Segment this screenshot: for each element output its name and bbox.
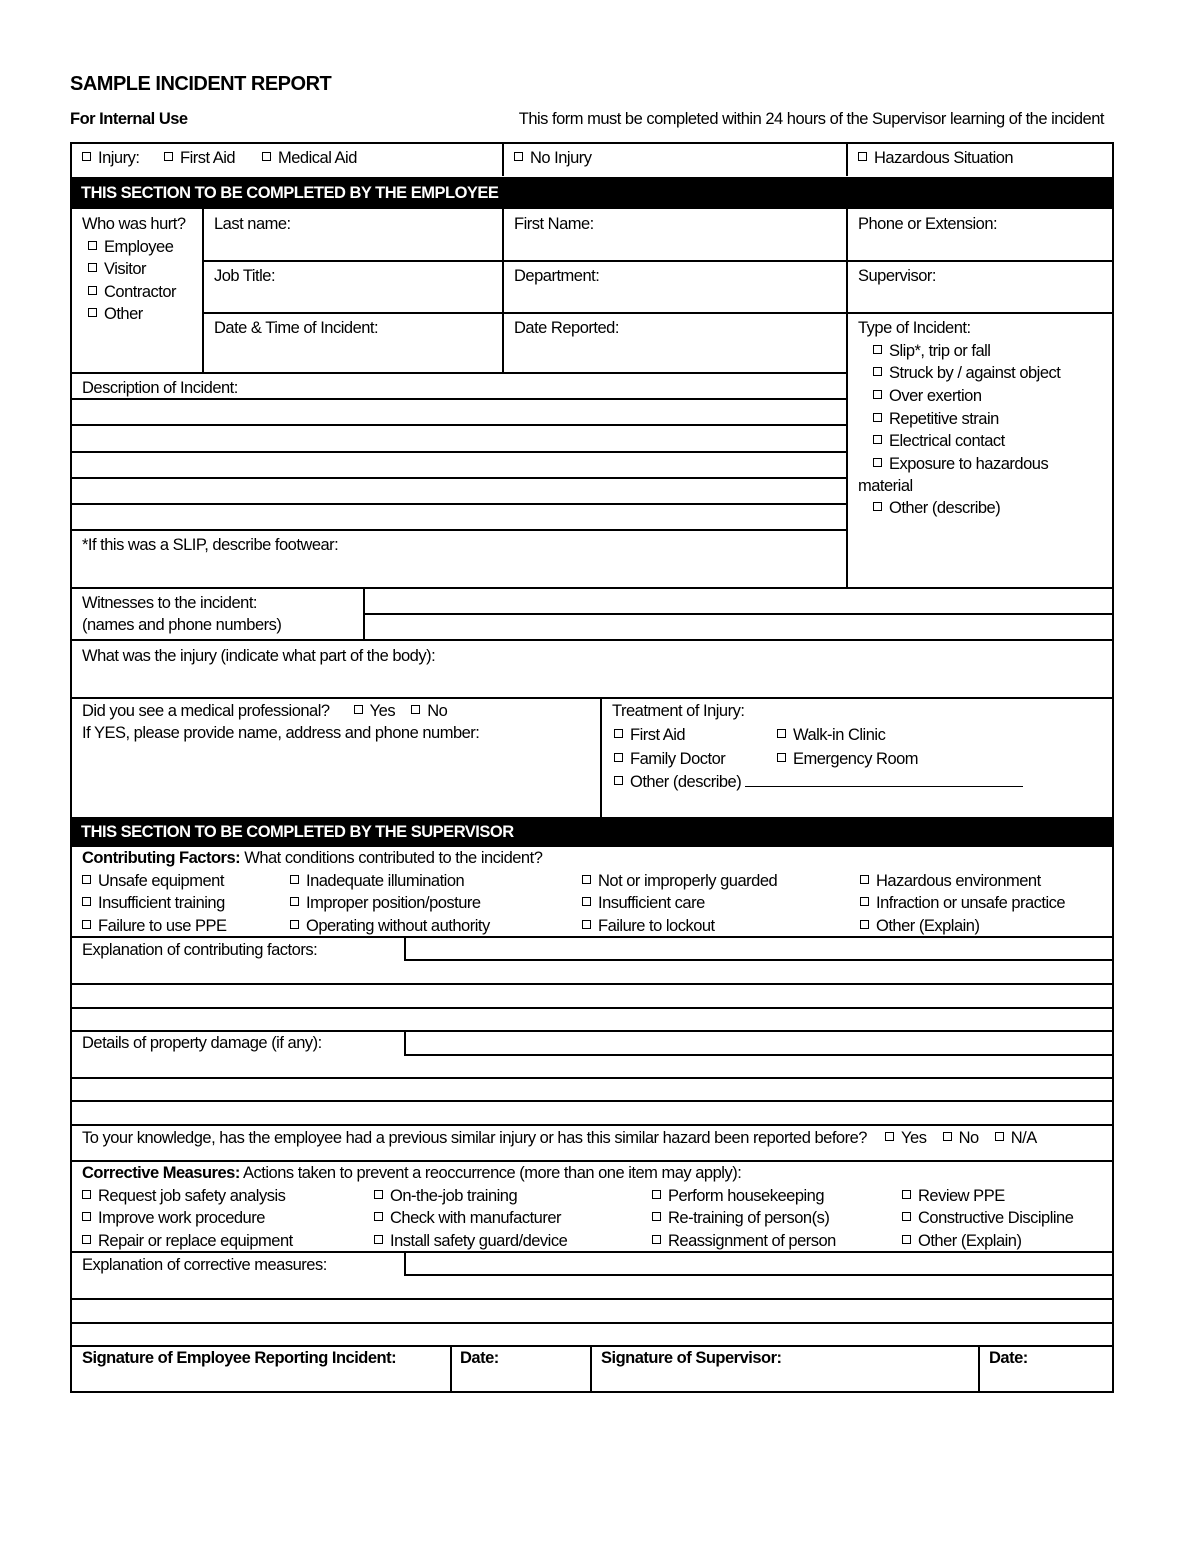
completion-note: This form must be completed within 24 hours of the Supervisor learning of the incident — [518, 110, 1104, 128]
treatment-family-doctor-checkbox[interactable] — [614, 753, 623, 762]
explanation-measures-field[interactable] — [406, 1253, 1112, 1343]
witnesses-label: Witnesses to the incident: — [82, 594, 258, 612]
date-time-field[interactable] — [204, 340, 500, 370]
supervisor-section-banner: THIS SECTION TO BE COMPLETED BY THE SUPERVISOR — [70, 817, 1114, 847]
injury-option: Injury: — [82, 148, 139, 168]
slip-footwear-field[interactable] — [72, 557, 844, 585]
rule — [502, 142, 504, 176]
contributing-factors-heading: Contributing Factors: What conditions contributed to the incident? — [82, 849, 543, 867]
factor-checkbox[interactable] — [82, 897, 91, 906]
employee-signature-label: Signature of Employee Reporting Incident: — [82, 1349, 397, 1367]
measure-checkbox[interactable] — [902, 1212, 911, 1221]
factor-checkbox[interactable] — [82, 920, 91, 929]
factor-option: Other (Explain) — [860, 916, 979, 936]
explanation-measures-label: Explanation of corrective measures: — [82, 1256, 327, 1274]
job-title-field[interactable] — [204, 288, 500, 310]
page-title: SAMPLE INCIDENT REPORT — [70, 73, 332, 95]
factor-checkbox[interactable] — [290, 920, 299, 929]
measure-checkbox[interactable] — [652, 1235, 661, 1244]
description-field[interactable] — [72, 400, 844, 528]
factor-option: Insufficient training — [82, 893, 225, 913]
factor-checkbox[interactable] — [582, 897, 591, 906]
treatment-first-aid-checkbox[interactable] — [614, 729, 623, 738]
measure-option: Other (Explain) — [902, 1231, 1021, 1251]
first-name-label: First Name: — [514, 215, 594, 233]
factor-option: Inadequate illumination — [290, 871, 464, 891]
first-name-field[interactable] — [504, 236, 844, 258]
treatment-other-checkbox[interactable] — [614, 776, 623, 785]
factor-option: Failure to use PPE — [82, 916, 227, 936]
rule — [70, 1124, 1114, 1126]
repetitive-checkbox[interactable] — [873, 413, 882, 422]
corrective-measures-heading: Corrective Measures: Actions taken to prevent a reoccurrence (more than one item may apply): — [82, 1164, 742, 1182]
previous-yes-checkbox[interactable] — [885, 1132, 894, 1141]
struck-checkbox[interactable] — [873, 367, 882, 376]
measure-option: Check with manufacturer — [374, 1208, 561, 1228]
factor-checkbox[interactable] — [860, 920, 869, 929]
contractor-checkbox[interactable] — [88, 286, 97, 295]
type-of-incident-label: Type of Incident: — [858, 319, 971, 337]
measure-option: Review PPE — [902, 1186, 1005, 1206]
phone-label: Phone or Extension: — [858, 215, 998, 233]
factor-checkbox[interactable] — [290, 897, 299, 906]
slip-checkbox[interactable] — [873, 345, 882, 354]
medical-provider-field[interactable] — [72, 746, 598, 814]
electrical-checkbox[interactable] — [873, 435, 882, 444]
witnesses-field[interactable] — [365, 589, 1112, 637]
no-injury-checkbox[interactable] — [514, 152, 523, 161]
slip-footwear-label: *If this was a SLIP, describe footwear: — [82, 536, 339, 554]
measure-checkbox[interactable] — [82, 1190, 91, 1199]
factor-checkbox[interactable] — [582, 875, 591, 884]
rule — [70, 697, 1114, 699]
factor-checkbox[interactable] — [860, 875, 869, 884]
medical-professional-question: Did you see a medical professional? Yes No — [82, 702, 448, 720]
employee-date-field[interactable] — [452, 1368, 588, 1390]
job-title-label: Job Title: — [214, 267, 276, 285]
measure-option: Re-training of person(s) — [652, 1208, 829, 1228]
factor-checkbox[interactable] — [582, 920, 591, 929]
type-option-exposure: Exposure to hazardous — [873, 454, 1048, 474]
first-aid-checkbox[interactable] — [164, 152, 173, 161]
injury-part-label: What was the injury (indicate what part of the body): — [82, 647, 436, 665]
measure-checkbox[interactable] — [82, 1212, 91, 1221]
medical-aid-option: Medical Aid — [262, 148, 357, 168]
no-injury-option: No Injury — [514, 148, 592, 168]
treatment-label: Treatment of Injury: — [612, 702, 745, 720]
rule — [70, 529, 848, 531]
supervisor-field[interactable] — [848, 288, 1110, 310]
measure-checkbox[interactable] — [902, 1190, 911, 1199]
who-option-employee: Employee — [88, 237, 173, 257]
treatment-family-doctor: Family Doctor — [614, 749, 725, 769]
if-yes-label: If YES, please provide name, address and phone number: — [82, 724, 480, 742]
type-option-exertion: Over exertion — [873, 386, 982, 406]
exposure-checkbox[interactable] — [873, 458, 882, 467]
measure-checkbox[interactable] — [374, 1212, 383, 1221]
medical-yes-checkbox[interactable] — [354, 705, 363, 714]
type-option-electrical: Electrical contact — [873, 431, 1005, 451]
employee-signature-field[interactable] — [72, 1368, 448, 1390]
type-other-checkbox[interactable] — [873, 502, 882, 511]
treatment-first-aid: First Aid — [614, 725, 685, 745]
measure-option: Improve work procedure — [82, 1208, 265, 1228]
who-option-other: Other — [88, 304, 143, 324]
explanation-factors-label: Explanation of contributing factors: — [82, 941, 318, 959]
measure-option: Constructive Discipline — [902, 1208, 1073, 1228]
rule — [70, 372, 848, 374]
employee-checkbox[interactable] — [88, 241, 97, 250]
type-option-other: Other (describe) — [873, 498, 1000, 518]
factor-option: Operating without authority — [290, 916, 490, 936]
employee-section-banner: THIS SECTION TO BE COMPLETED BY THE EMPLOYEE — [70, 177, 1114, 209]
department-label: Department: — [514, 267, 600, 285]
rule — [600, 697, 602, 817]
treatment-emergency: Emergency Room — [777, 749, 918, 769]
factor-checkbox[interactable] — [290, 875, 299, 884]
rule — [846, 142, 848, 176]
who-hurt-label: Who was hurt? — [82, 215, 186, 233]
supervisor-date-label: Date: — [989, 1349, 1028, 1367]
rule — [70, 639, 1114, 641]
visitor-checkbox[interactable] — [88, 263, 97, 272]
other-checkbox[interactable] — [88, 308, 97, 317]
property-damage-field[interactable] — [406, 1032, 1112, 1122]
factor-checkbox[interactable] — [860, 897, 869, 906]
rule — [70, 1160, 1114, 1162]
first-aid-option: First Aid — [164, 148, 235, 168]
hazardous-option: Hazardous Situation — [858, 148, 1013, 168]
medical-no-checkbox[interactable] — [411, 705, 420, 714]
who-option-visitor: Visitor — [88, 259, 146, 279]
treatment-other: Other (describe) — [614, 772, 1023, 792]
measure-checkbox[interactable] — [652, 1212, 661, 1221]
who-option-contractor: Contractor — [88, 282, 176, 302]
injury-part-field[interactable] — [72, 668, 1112, 695]
measure-option: Install safety guard/device — [374, 1231, 567, 1251]
injury-checkbox[interactable] — [82, 152, 91, 161]
date-time-label: Date & Time of Incident: — [214, 319, 379, 337]
description-label: Description of Incident: — [82, 379, 238, 397]
rule — [70, 1391, 1114, 1393]
rule — [202, 312, 1114, 314]
date-reported-field[interactable] — [504, 340, 844, 370]
treatment-walk-in: Walk-in Clinic — [777, 725, 885, 745]
supervisor-signature-field[interactable] — [592, 1368, 976, 1390]
factor-option: Hazardous environment — [860, 871, 1041, 891]
previous-no-checkbox[interactable] — [943, 1132, 952, 1141]
measure-option: On-the-job training — [374, 1186, 517, 1206]
factor-option: Infraction or unsafe practice — [860, 893, 1065, 913]
rule — [70, 1345, 1114, 1347]
rule — [70, 142, 1114, 144]
factor-option: Unsafe equipment — [82, 871, 224, 891]
previous-na-checkbox[interactable] — [995, 1132, 1004, 1141]
type-option-repetitive: Repetitive strain — [873, 409, 999, 429]
measure-option: Request job safety analysis — [82, 1186, 285, 1206]
outer-right-border — [1112, 142, 1114, 1393]
last-name-field[interactable] — [204, 236, 500, 258]
measure-option: Perform housekeeping — [652, 1186, 824, 1206]
last-name-label: Last name: — [214, 215, 291, 233]
phone-field[interactable] — [848, 236, 1110, 258]
department-field[interactable] — [504, 288, 844, 310]
treatment-other-line[interactable] — [745, 786, 1023, 787]
treatment-emergency-checkbox[interactable] — [777, 753, 786, 762]
measure-option: Reassignment of person — [652, 1231, 836, 1251]
property-damage-label: Details of property damage (if any): — [82, 1034, 322, 1052]
explanation-factors-field[interactable] — [406, 938, 1112, 1028]
measure-checkbox[interactable] — [82, 1235, 91, 1244]
measure-checkbox[interactable] — [374, 1190, 383, 1199]
supervisor-signature-label: Signature of Supervisor: — [601, 1349, 782, 1367]
type-option-struck: Struck by / against object — [873, 363, 1060, 383]
previous-injury-question: To your knowledge, has the employee had a previous similar injury or has this similar hazard been reported before? Yes No N/A — [82, 1129, 1037, 1147]
hazardous-checkbox[interactable] — [858, 152, 867, 161]
factor-option: Insufficient care — [582, 893, 705, 913]
witnesses-sublabel: (names and phone numbers) — [82, 616, 282, 634]
measure-checkbox[interactable] — [902, 1235, 911, 1244]
internal-use-label: For Internal Use — [70, 110, 188, 128]
factor-option: Not or improperly guarded — [582, 871, 777, 891]
supervisor-date-field[interactable] — [980, 1368, 1110, 1390]
factor-option: Failure to lockout — [582, 916, 715, 936]
measure-option: Repair or replace equipment — [82, 1231, 293, 1251]
employee-date-label: Date: — [460, 1349, 499, 1367]
type-option-slip: Slip*, trip or fall — [873, 341, 990, 361]
exertion-checkbox[interactable] — [873, 390, 882, 399]
supervisor-label: Supervisor: — [858, 267, 936, 285]
medical-aid-checkbox[interactable] — [262, 152, 271, 161]
date-reported-label: Date Reported: — [514, 319, 619, 337]
measure-checkbox[interactable] — [374, 1235, 383, 1244]
factor-checkbox[interactable] — [82, 875, 91, 884]
factor-option: Improper position/posture — [290, 893, 481, 913]
rule — [202, 260, 1114, 262]
measure-checkbox[interactable] — [652, 1190, 661, 1199]
type-option-exposure-wrap: material — [858, 477, 913, 495]
treatment-walk-in-checkbox[interactable] — [777, 729, 786, 738]
